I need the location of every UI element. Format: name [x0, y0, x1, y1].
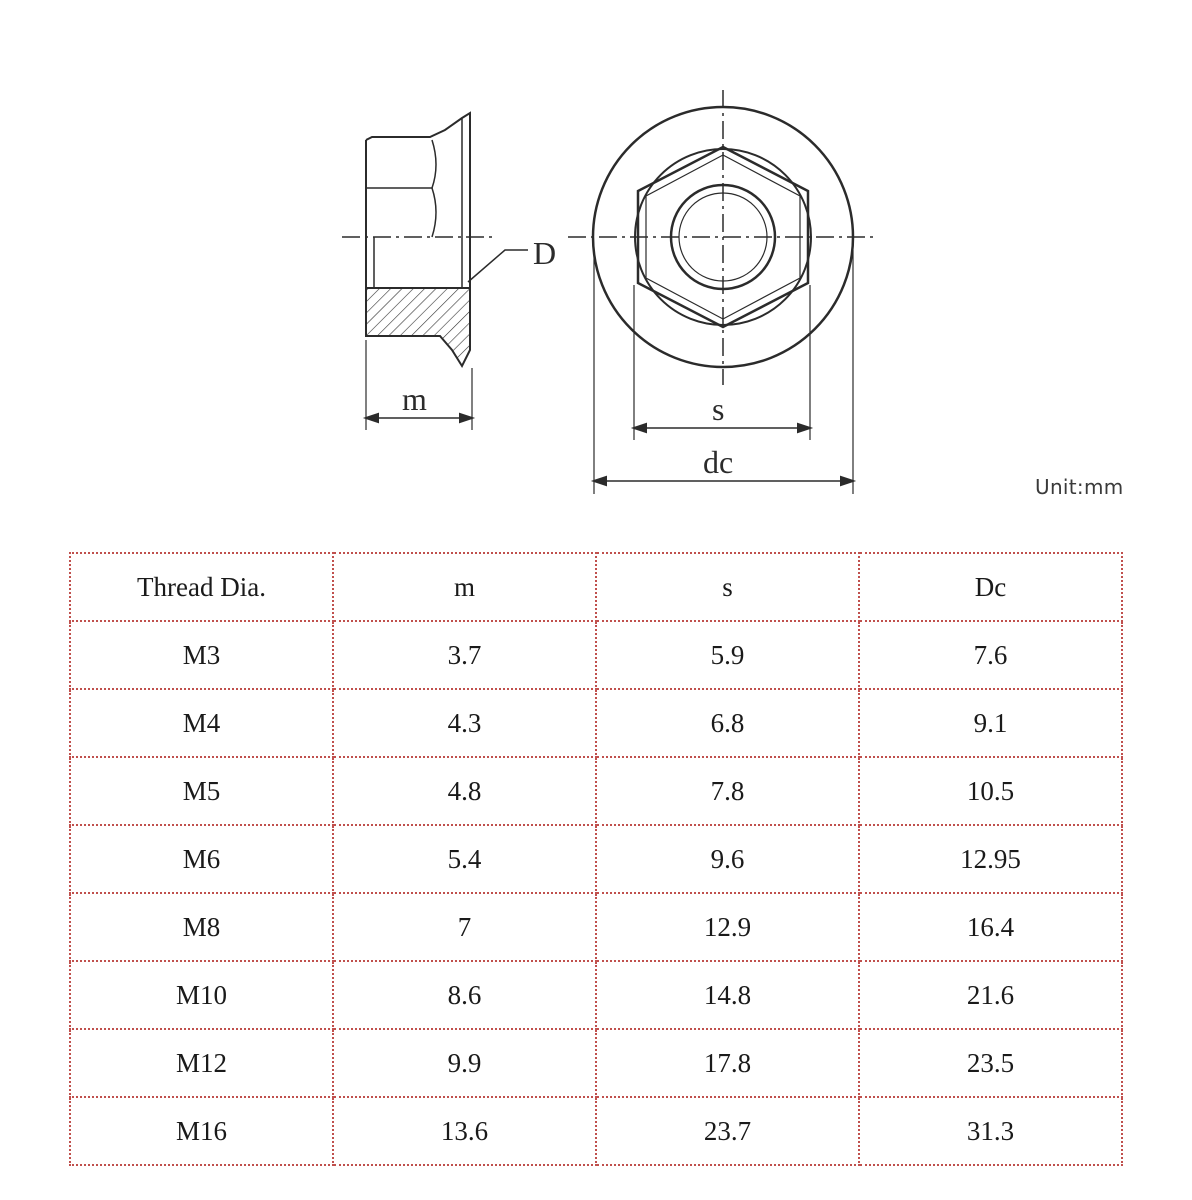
- d-label: D: [533, 235, 557, 271]
- cell-m: 4.8: [333, 757, 596, 825]
- cell-thread-dia: M4: [70, 689, 333, 757]
- cell-thread-dia: M12: [70, 1029, 333, 1097]
- cell-dc: 9.1: [859, 689, 1122, 757]
- table-row: [70, 961, 1122, 1029]
- cell-thread-dia: M3: [70, 621, 333, 689]
- cell-dc: 7.6: [859, 621, 1122, 689]
- s-label: s: [712, 391, 725, 427]
- spec-table: [69, 552, 1123, 1166]
- cell-thread-dia: M6: [70, 825, 333, 893]
- cell-s: 5.9: [596, 621, 859, 689]
- cell-m: 4.3: [333, 689, 596, 757]
- cell-s: 7.8: [596, 757, 859, 825]
- table-row: [70, 893, 1122, 961]
- header-s: s: [596, 553, 859, 621]
- table-row: [70, 621, 1122, 689]
- cell-dc: 10.5: [859, 757, 1122, 825]
- table-row: [70, 757, 1122, 825]
- cell-m: 5.4: [333, 825, 596, 893]
- cell-m: 7: [333, 893, 596, 961]
- cell-dc: 16.4: [859, 893, 1122, 961]
- header-dc: Dc: [859, 553, 1122, 621]
- cell-dc: 21.6: [859, 961, 1122, 1029]
- table-row: [70, 1029, 1122, 1097]
- m-label: m: [402, 381, 427, 417]
- cell-m: 9.9: [333, 1029, 596, 1097]
- header-m: m: [333, 553, 596, 621]
- cell-s: 12.9: [596, 893, 859, 961]
- cell-s: 23.7: [596, 1097, 859, 1165]
- side-view: [342, 113, 528, 430]
- cell-m: 8.6: [333, 961, 596, 1029]
- table-header-row: [70, 553, 1122, 621]
- table-row: [70, 689, 1122, 757]
- cell-m: 13.6: [333, 1097, 596, 1165]
- cell-thread-dia: M5: [70, 757, 333, 825]
- cell-thread-dia: M8: [70, 893, 333, 961]
- cell-s: 14.8: [596, 961, 859, 1029]
- cell-thread-dia: M16: [70, 1097, 333, 1165]
- cell-dc: 12.95: [859, 825, 1122, 893]
- unit-label: Unit:mm: [1035, 475, 1124, 499]
- cell-m: 3.7: [333, 621, 596, 689]
- table-row: [70, 825, 1122, 893]
- flange-nut-diagram: [0, 0, 1192, 540]
- cell-dc: 31.3: [859, 1097, 1122, 1165]
- hatched-section: [366, 288, 470, 366]
- cell-dc: 23.5: [859, 1029, 1122, 1097]
- hex-body-upper: [366, 113, 470, 237]
- header-thread-dia: Thread Dia.: [70, 553, 333, 621]
- cell-s: 9.6: [596, 825, 859, 893]
- top-view: [568, 90, 878, 494]
- cell-s: 17.8: [596, 1029, 859, 1097]
- cell-thread-dia: M10: [70, 961, 333, 1029]
- dc-label: dc: [703, 444, 734, 480]
- cell-s: 6.8: [596, 689, 859, 757]
- table-row: [70, 1097, 1122, 1165]
- d-leader: [468, 250, 528, 282]
